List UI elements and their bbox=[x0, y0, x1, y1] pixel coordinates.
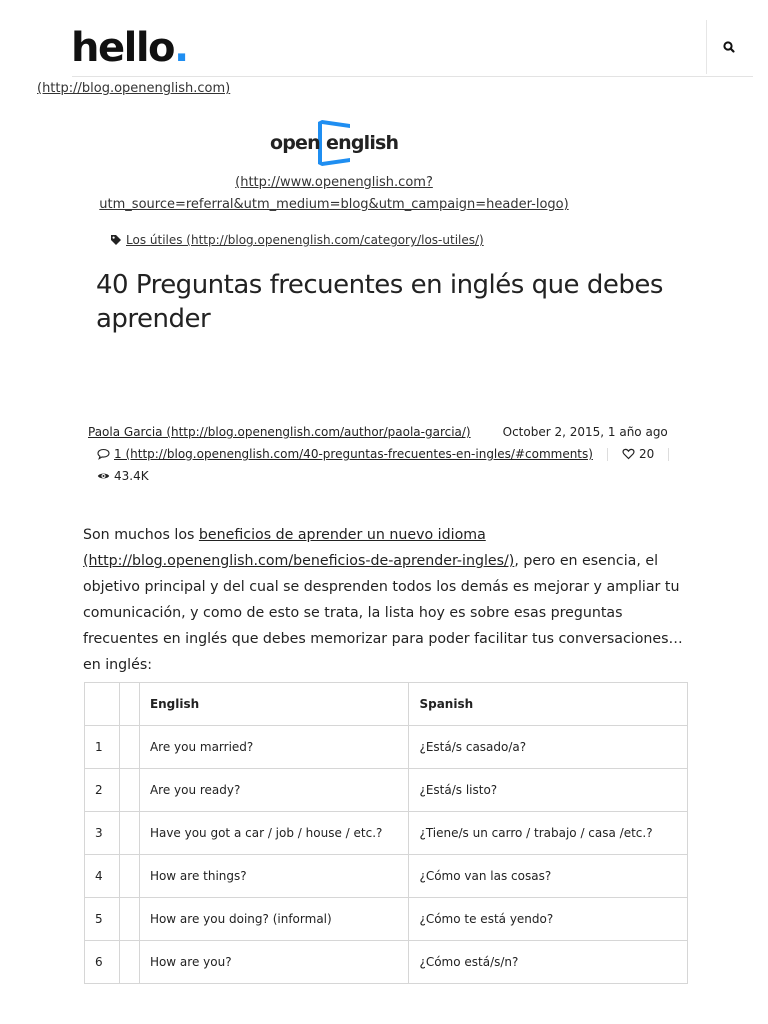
hello-logo[interactable] bbox=[71, 22, 188, 74]
row-spanish: ¿Está/s listo? bbox=[409, 769, 688, 812]
views-count: 43.4K bbox=[114, 469, 149, 483]
row-spanish: ¿Está/s casado/a? bbox=[409, 726, 688, 769]
intro-benefits-link[interactable]: beneficios de aprender un nuevo idioma (http://blog.openenglish.com/beneficios-de-aprender-ingles/) bbox=[83, 527, 515, 569]
row-spanish: ¿Cómo van las cosas? bbox=[409, 855, 688, 898]
header-divider bbox=[706, 20, 707, 74]
intro-text-start: Son muchos los bbox=[83, 527, 199, 543]
row-blank bbox=[119, 726, 139, 769]
row-blank bbox=[119, 941, 139, 984]
table-row bbox=[85, 769, 688, 812]
category-link[interactable]: Los útiles (http://blog.openenglish.com/category/los-utiles/) bbox=[126, 233, 484, 247]
header-blank bbox=[119, 683, 139, 726]
row-number: 3 bbox=[85, 812, 120, 855]
table-row bbox=[85, 941, 688, 984]
row-blank bbox=[119, 855, 139, 898]
heart-icon[interactable] bbox=[622, 448, 635, 460]
tag-icon bbox=[110, 234, 122, 246]
row-english: Have you got a car / job / house / etc.? bbox=[139, 812, 409, 855]
intro-paragraph bbox=[83, 522, 693, 678]
row-number: 4 bbox=[85, 855, 120, 898]
row-blank bbox=[119, 812, 139, 855]
row-english: How are you doing? (informal) bbox=[139, 898, 409, 941]
openenglish-logo[interactable] bbox=[268, 118, 398, 168]
meta-divider bbox=[668, 448, 669, 461]
row-number: 5 bbox=[85, 898, 120, 941]
eye-icon bbox=[97, 471, 110, 481]
site-header bbox=[0, 0, 768, 78]
meta-divider bbox=[607, 448, 608, 461]
table-row bbox=[85, 898, 688, 941]
meta-row-2 bbox=[84, 443, 684, 465]
phrases-table bbox=[84, 682, 688, 984]
row-blank bbox=[119, 898, 139, 941]
publish-date: October 2, 2015, 1 año ago bbox=[502, 425, 668, 439]
row-number: 6 bbox=[85, 941, 120, 984]
openenglish-link[interactable]: (http://www.openenglish.com?utm_source=referral&utm_medium=blog&utm_campaign=header-logo) bbox=[99, 175, 569, 212]
author-link[interactable]: Paola Garcia (http://blog.openenglish.com/author/paola-garcia/) bbox=[88, 425, 471, 439]
row-english: Are you ready? bbox=[139, 769, 409, 812]
table-row bbox=[85, 812, 688, 855]
row-spanish: ¿Cómo está/s/n? bbox=[409, 941, 688, 984]
header-english: English bbox=[139, 683, 409, 726]
row-number: 1 bbox=[85, 726, 120, 769]
blog-home-link[interactable]: (http://blog.openenglish.com) bbox=[37, 81, 231, 96]
likes-count: 20 bbox=[638, 447, 655, 461]
article-title: 40 Preguntas frecuentes en inglés que debes aprender bbox=[96, 270, 663, 334]
row-english: How are you? bbox=[139, 941, 409, 984]
row-english: Are you married? bbox=[139, 726, 409, 769]
logo-text: hello bbox=[71, 25, 175, 71]
comments-link[interactable]: 1 (http://blog.openenglish.com/40-preguntas-frecuentes-en-ingles/#comments) bbox=[114, 447, 593, 461]
header-number bbox=[85, 683, 120, 726]
article-meta bbox=[84, 421, 684, 487]
header-border bbox=[72, 76, 753, 77]
logo-dot: . bbox=[174, 25, 188, 71]
row-number: 2 bbox=[85, 769, 120, 812]
header-spanish: Spanish bbox=[409, 683, 688, 726]
meta-row-3 bbox=[84, 465, 684, 487]
table-header-row bbox=[85, 683, 688, 726]
search-icon bbox=[718, 36, 740, 58]
row-spanish: ¿Cómo te está yendo? bbox=[409, 898, 688, 941]
meta-row-1 bbox=[84, 421, 684, 443]
table-row bbox=[85, 726, 688, 769]
openenglish-logo-english: english bbox=[326, 132, 399, 154]
comment-icon bbox=[97, 448, 110, 460]
intro-text-end: , pero en esencia, el objetivo principal y del cual se desprenden todos los demás es mejorar y ampliar tu comunicación, y como de esto se trata, la lista hoy es sobre esas preguntas frecuentes en inglés que debes memorizar para poder facilitar tus conversaciones… en inglés: bbox=[83, 553, 683, 673]
row-blank bbox=[119, 769, 139, 812]
row-spanish: ¿Tiene/s un carro / trabajo / casa /etc.? bbox=[409, 812, 688, 855]
openenglish-logo-open: open bbox=[270, 132, 320, 154]
search-button[interactable] bbox=[718, 36, 740, 58]
row-english: How are things? bbox=[139, 855, 409, 898]
table-row bbox=[85, 855, 688, 898]
category-tag bbox=[110, 232, 484, 248]
